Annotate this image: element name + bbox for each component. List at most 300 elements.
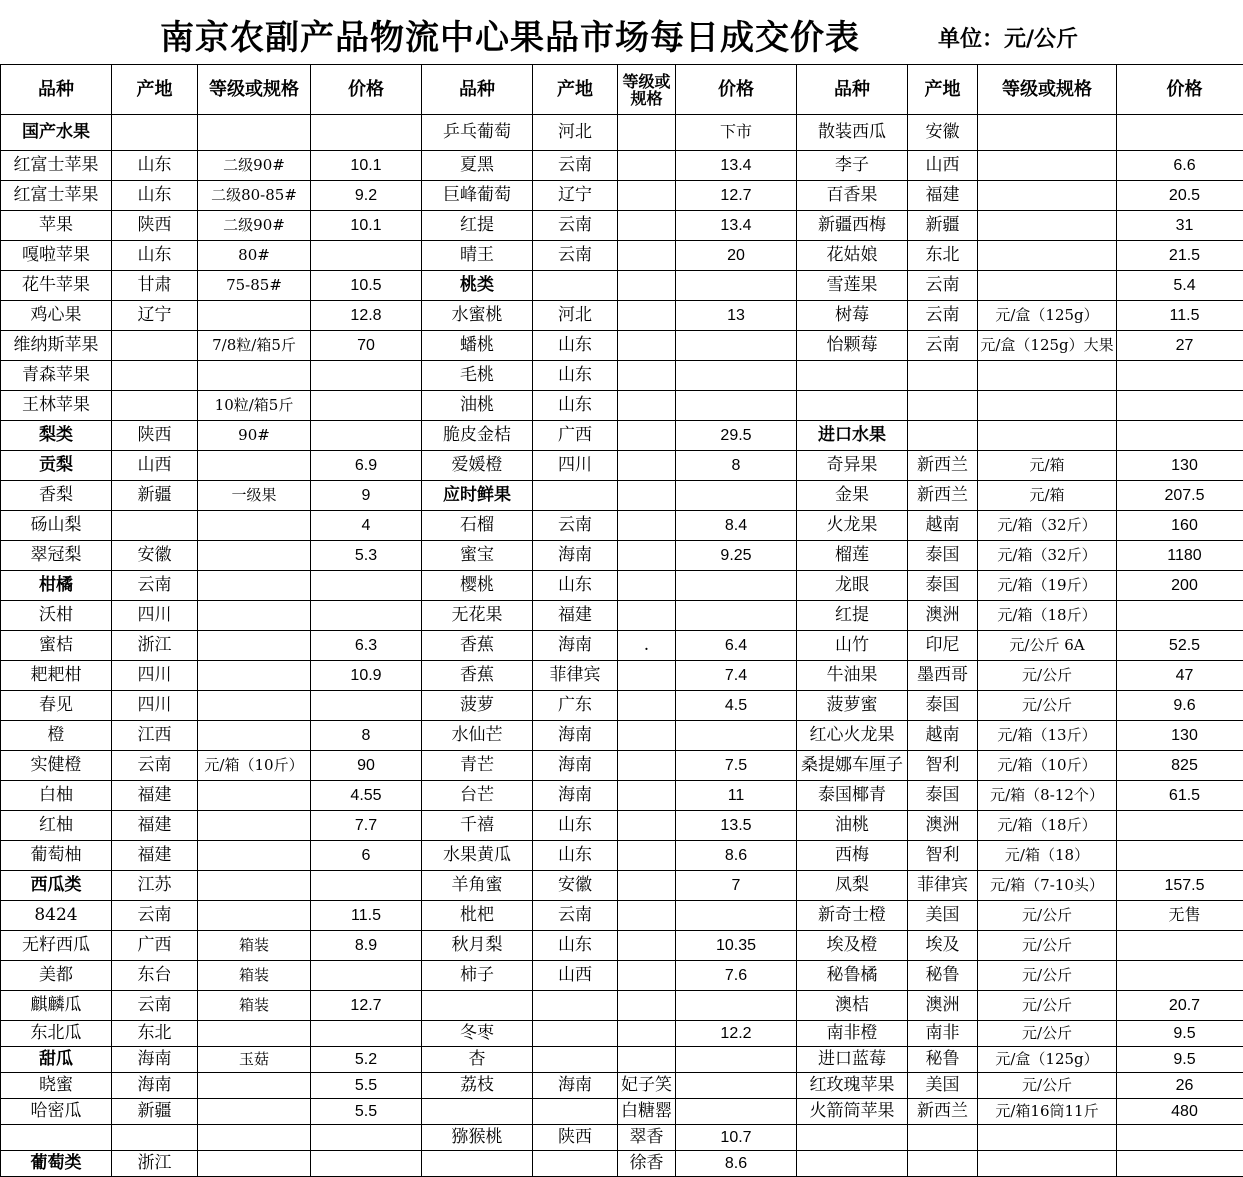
table-row	[1, 541, 1243, 571]
price-cell-3	[1117, 421, 1243, 451]
variety-cell-1: 晓蜜	[1, 1073, 112, 1099]
grade-cell-1: 10粒/箱5斤	[198, 391, 311, 421]
col-header-price-1: 价格	[311, 65, 422, 115]
origin-cell-1: 山东	[112, 151, 198, 181]
origin-cell-3	[908, 391, 978, 421]
origin-cell-3: 山西	[908, 151, 978, 181]
table-row	[1, 1125, 1243, 1151]
origin-cell-3: 新西兰	[908, 481, 978, 511]
variety-cell-3: 散装西瓜	[797, 115, 908, 151]
col-header-price-3: 价格	[1117, 65, 1243, 115]
grade-cell-1	[198, 1073, 311, 1099]
grade-cell-3: 元/箱（13斤）	[978, 721, 1117, 751]
grade-cell-1: 75-85#	[198, 271, 311, 301]
price-cell-3: 26	[1117, 1073, 1243, 1099]
grade-cell-2	[618, 571, 676, 601]
variety-cell-1: 甜瓜	[1, 1047, 112, 1073]
grade-cell-3: 元/箱（32斤）	[978, 541, 1117, 571]
price-cell-2: 12.7	[676, 181, 797, 211]
variety-cell-1: 维纳斯苹果	[1, 331, 112, 361]
origin-cell-1: 云南	[112, 901, 198, 931]
price-cell-3	[1117, 361, 1243, 391]
price-cell-3	[1117, 115, 1243, 151]
origin-cell-2	[533, 1099, 618, 1125]
table-row	[1, 391, 1243, 421]
price-cell-2: 10.35	[676, 931, 797, 961]
price-cell-2: 8.4	[676, 511, 797, 541]
origin-cell-1: 浙江	[112, 1151, 198, 1177]
variety-cell-1: 春见	[1, 691, 112, 721]
origin-cell-3: 泰国	[908, 571, 978, 601]
table-row	[1, 211, 1243, 241]
price-cell-1: 9	[311, 481, 422, 511]
grade-cell-2	[618, 751, 676, 781]
variety-cell-3: 怡颗莓	[797, 331, 908, 361]
variety-cell-1: 葡萄类	[1, 1151, 112, 1177]
origin-cell-2: 云南	[533, 151, 618, 181]
unit-label: 单位：元/公斤	[938, 22, 1078, 53]
price-cell-3: 200	[1117, 571, 1243, 601]
grade-cell-1	[198, 781, 311, 811]
grade-cell-1: 元/箱（10斤）	[198, 751, 311, 781]
origin-cell-3: 秘鲁	[908, 961, 978, 991]
variety-cell-3: 花姑娘	[797, 241, 908, 271]
variety-cell-2: 水仙芒	[422, 721, 533, 751]
price-cell-3: 20.7	[1117, 991, 1243, 1021]
price-cell-2	[676, 721, 797, 751]
origin-cell-2: 菲律宾	[533, 661, 618, 691]
variety-cell-1: 青森苹果	[1, 361, 112, 391]
grade-cell-1: 箱装	[198, 991, 311, 1021]
grade-cell-2	[618, 241, 676, 271]
table-row	[1, 511, 1243, 541]
price-cell-2: 4.5	[676, 691, 797, 721]
origin-cell-2	[533, 991, 618, 1021]
price-cell-3: 61.5	[1117, 781, 1243, 811]
variety-cell-1: 红柚	[1, 811, 112, 841]
origin-cell-3: 福建	[908, 181, 978, 211]
variety-cell-3: 龙眼	[797, 571, 908, 601]
price-cell-2: 7.4	[676, 661, 797, 691]
variety-cell-1: 橙	[1, 721, 112, 751]
price-cell-2	[676, 601, 797, 631]
table-row	[1, 1047, 1243, 1073]
variety-cell-3: 进口水果	[797, 421, 908, 451]
origin-cell-1: 四川	[112, 601, 198, 631]
origin-cell-1: 福建	[112, 841, 198, 871]
origin-cell-2: 山东	[533, 571, 618, 601]
table-row	[1, 361, 1243, 391]
table-row	[1, 151, 1243, 181]
variety-cell-1: 苹果	[1, 211, 112, 241]
origin-cell-1: 东台	[112, 961, 198, 991]
origin-cell-1: 新疆	[112, 481, 198, 511]
variety-cell-3: 澳桔	[797, 991, 908, 1021]
variety-cell-2: 千禧	[422, 811, 533, 841]
price-cell-2	[676, 1073, 797, 1099]
origin-cell-2: 山东	[533, 391, 618, 421]
variety-cell-1: 沃柑	[1, 601, 112, 631]
table-row	[1, 481, 1243, 511]
price-cell-3: 9.6	[1117, 691, 1243, 721]
price-cell-2: 7	[676, 871, 797, 901]
header-row	[1, 65, 1243, 115]
variety-cell-2: 秋月梨	[422, 931, 533, 961]
variety-cell-2: 水果黄瓜	[422, 841, 533, 871]
variety-cell-2: 蜜宝	[422, 541, 533, 571]
variety-cell-1: 翠冠梨	[1, 541, 112, 571]
variety-cell-3: 秘鲁橘	[797, 961, 908, 991]
price-cell-3	[1117, 391, 1243, 421]
variety-cell-1: 西瓜类	[1, 871, 112, 901]
variety-cell-1: 葡萄柚	[1, 841, 112, 871]
price-cell-3: 207.5	[1117, 481, 1243, 511]
price-cell-2: 13.4	[676, 151, 797, 181]
price-cell-2	[676, 331, 797, 361]
price-cell-1: 4	[311, 511, 422, 541]
grade-cell-2	[618, 841, 676, 871]
grade-cell-1	[198, 361, 311, 391]
grade-cell-1: 箱装	[198, 931, 311, 961]
variety-cell-1: 梨类	[1, 421, 112, 451]
grade-cell-1	[198, 631, 311, 661]
grade-cell-2	[618, 451, 676, 481]
origin-cell-3: 泰国	[908, 541, 978, 571]
grade-cell-2	[618, 115, 676, 151]
price-cell-3: 52.5	[1117, 631, 1243, 661]
origin-cell-3: 澳洲	[908, 811, 978, 841]
origin-cell-1: 福建	[112, 781, 198, 811]
price-cell-3	[1117, 931, 1243, 961]
price-cell-3: 无售	[1117, 901, 1243, 931]
price-cell-2	[676, 1047, 797, 1073]
variety-cell-3: 油桃	[797, 811, 908, 841]
price-cell-1	[311, 871, 422, 901]
price-cell-1: 10.1	[311, 211, 422, 241]
variety-cell-2: 柿子	[422, 961, 533, 991]
variety-cell-3: 新奇士橙	[797, 901, 908, 931]
origin-cell-1: 安徽	[112, 541, 198, 571]
grade-cell-2	[618, 601, 676, 631]
origin-cell-1: 江苏	[112, 871, 198, 901]
variety-cell-2: 杏	[422, 1047, 533, 1073]
table-row	[1, 331, 1243, 361]
price-cell-3: 5.4	[1117, 271, 1243, 301]
variety-cell-2: 荔枝	[422, 1073, 533, 1099]
origin-cell-3: 美国	[908, 1073, 978, 1099]
price-table	[0, 64, 1243, 1177]
price-cell-1	[311, 421, 422, 451]
price-cell-3	[1117, 841, 1243, 871]
grade-cell-3: 元/公斤	[978, 931, 1117, 961]
origin-cell-3: 泰国	[908, 781, 978, 811]
grade-cell-1	[198, 301, 311, 331]
grade-cell-3	[978, 241, 1117, 271]
price-cell-3: 21.5	[1117, 241, 1243, 271]
price-cell-2: 8.6	[676, 841, 797, 871]
variety-cell-3: 树莓	[797, 301, 908, 331]
table-row	[1, 451, 1243, 481]
origin-cell-1: 陕西	[112, 421, 198, 451]
price-cell-2: 11	[676, 781, 797, 811]
price-cell-3	[1117, 811, 1243, 841]
price-cell-1: 9.2	[311, 181, 422, 211]
table-row	[1, 421, 1243, 451]
origin-cell-1	[112, 391, 198, 421]
price-cell-2: 10.7	[676, 1125, 797, 1151]
variety-cell-2: 台芒	[422, 781, 533, 811]
variety-cell-1: 哈密瓜	[1, 1099, 112, 1125]
origin-cell-2: 山东	[533, 931, 618, 961]
table-row	[1, 811, 1243, 841]
origin-cell-2: 广东	[533, 691, 618, 721]
origin-cell-3: 云南	[908, 271, 978, 301]
origin-cell-1: 四川	[112, 661, 198, 691]
grade-cell-3: 元/箱（18）	[978, 841, 1117, 871]
variety-cell-1: 耙耙柑	[1, 661, 112, 691]
origin-cell-3: 东北	[908, 241, 978, 271]
origin-cell-3: 印尼	[908, 631, 978, 661]
origin-cell-1	[112, 331, 198, 361]
variety-cell-3: 南非橙	[797, 1021, 908, 1047]
price-cell-2: 29.5	[676, 421, 797, 451]
price-cell-1: 12.8	[311, 301, 422, 331]
variety-cell-2: 枇杷	[422, 901, 533, 931]
price-cell-3: 130	[1117, 451, 1243, 481]
price-cell-3: 31	[1117, 211, 1243, 241]
table-row	[1, 601, 1243, 631]
grade-cell-1: 二级90#	[198, 151, 311, 181]
origin-cell-2: 云南	[533, 211, 618, 241]
origin-cell-2: 陕西	[533, 1125, 618, 1151]
variety-cell-2: 红提	[422, 211, 533, 241]
variety-cell-2: 晴王	[422, 241, 533, 271]
variety-cell-1: 贡梨	[1, 451, 112, 481]
origin-cell-2: 山东	[533, 331, 618, 361]
grade-cell-2	[618, 871, 676, 901]
origin-cell-2: 海南	[533, 631, 618, 661]
variety-cell-2: 羊角蜜	[422, 871, 533, 901]
price-cell-1: 8	[311, 721, 422, 751]
variety-cell-3: 埃及橙	[797, 931, 908, 961]
variety-cell-3: 凤梨	[797, 871, 908, 901]
col-header-variety-2: 品种	[422, 65, 533, 115]
price-cell-2: 7.5	[676, 751, 797, 781]
origin-cell-1	[112, 1125, 198, 1151]
grade-cell-2	[618, 181, 676, 211]
col-header-origin-2: 产地	[533, 65, 618, 115]
grade-cell-2	[618, 901, 676, 931]
variety-cell-1: 美都	[1, 961, 112, 991]
grade-cell-2	[618, 301, 676, 331]
variety-cell-2: 水蜜桃	[422, 301, 533, 331]
price-cell-1	[311, 361, 422, 391]
price-cell-1: 5.5	[311, 1073, 422, 1099]
grade-cell-2: 徐香	[618, 1151, 676, 1177]
variety-cell-3	[797, 391, 908, 421]
price-cell-1	[311, 691, 422, 721]
table-row	[1, 661, 1243, 691]
variety-cell-2: 青芒	[422, 751, 533, 781]
variety-cell-2: 爱媛橙	[422, 451, 533, 481]
price-cell-2	[676, 901, 797, 931]
variety-cell-2: 乒乓葡萄	[422, 115, 533, 151]
variety-cell-3: 红心火龙果	[797, 721, 908, 751]
grade-cell-1	[198, 571, 311, 601]
price-cell-1: 6.9	[311, 451, 422, 481]
variety-cell-2: 菠萝	[422, 691, 533, 721]
table-row	[1, 961, 1243, 991]
variety-cell-3: 新疆西梅	[797, 211, 908, 241]
grade-cell-1: 90#	[198, 421, 311, 451]
variety-cell-1: 8424	[1, 901, 112, 931]
grade-cell-2	[618, 391, 676, 421]
table-row	[1, 721, 1243, 751]
price-cell-3: 9.5	[1117, 1047, 1243, 1073]
grade-cell-1	[198, 451, 311, 481]
origin-cell-2: 河北	[533, 115, 618, 151]
col-header-price-2: 价格	[676, 65, 797, 115]
col-header-variety-3: 品种	[797, 65, 908, 115]
origin-cell-2: 海南	[533, 751, 618, 781]
origin-cell-1: 福建	[112, 811, 198, 841]
price-cell-1: 10.1	[311, 151, 422, 181]
table-row	[1, 241, 1243, 271]
price-cell-1	[311, 1125, 422, 1151]
variety-cell-2: 巨峰葡萄	[422, 181, 533, 211]
price-cell-2	[676, 991, 797, 1021]
variety-cell-1: 国产水果	[1, 115, 112, 151]
variety-cell-1: 砀山梨	[1, 511, 112, 541]
origin-cell-3: 埃及	[908, 931, 978, 961]
origin-cell-1: 辽宁	[112, 301, 198, 331]
price-cell-3	[1117, 601, 1243, 631]
variety-cell-2: 樱桃	[422, 571, 533, 601]
table-row	[1, 841, 1243, 871]
variety-cell-2: 应时鲜果	[422, 481, 533, 511]
price-cell-2	[676, 1099, 797, 1125]
grade-cell-3: 元/箱（18斤）	[978, 601, 1117, 631]
price-cell-2: 13.4	[676, 211, 797, 241]
origin-cell-3: 新西兰	[908, 451, 978, 481]
table-row	[1, 301, 1243, 331]
origin-cell-2: 海南	[533, 541, 618, 571]
grade-cell-1	[198, 1125, 311, 1151]
grade-cell-2	[618, 661, 676, 691]
grade-cell-3	[978, 181, 1117, 211]
origin-cell-2: 广西	[533, 421, 618, 451]
origin-cell-3: 新西兰	[908, 1099, 978, 1125]
grade-cell-2: .	[618, 631, 676, 661]
origin-cell-3	[908, 421, 978, 451]
origin-cell-1: 江西	[112, 721, 198, 751]
grade-cell-3: 元/箱	[978, 481, 1117, 511]
grade-cell-2	[618, 541, 676, 571]
price-cell-3	[1117, 961, 1243, 991]
price-cell-3: 6.6	[1117, 151, 1243, 181]
price-cell-1: 90	[311, 751, 422, 781]
grade-cell-2: 妃子笑	[618, 1073, 676, 1099]
variety-cell-3: 进口蓝莓	[797, 1047, 908, 1073]
grade-cell-2	[618, 151, 676, 181]
variety-cell-1	[1, 1125, 112, 1151]
origin-cell-1: 山东	[112, 181, 198, 211]
price-cell-3: 825	[1117, 751, 1243, 781]
price-cell-1: 4.55	[311, 781, 422, 811]
col-header-grade-3: 等级或规格	[978, 65, 1117, 115]
title-bar	[0, 0, 1243, 64]
variety-cell-3: 西梅	[797, 841, 908, 871]
variety-cell-1: 王林苹果	[1, 391, 112, 421]
origin-cell-1: 云南	[112, 991, 198, 1021]
grade-cell-2	[618, 211, 676, 241]
price-cell-3: 1180	[1117, 541, 1243, 571]
price-cell-2: 8.6	[676, 1151, 797, 1177]
price-cell-1: 10.9	[311, 661, 422, 691]
grade-cell-3: 元/公斤	[978, 661, 1117, 691]
price-cell-1: 5.2	[311, 1047, 422, 1073]
grade-cell-1: 一级果	[198, 481, 311, 511]
table-row	[1, 115, 1243, 151]
variety-cell-1: 嘎啦苹果	[1, 241, 112, 271]
origin-cell-3: 新疆	[908, 211, 978, 241]
grade-cell-3	[978, 151, 1117, 181]
origin-cell-3: 越南	[908, 511, 978, 541]
variety-cell-1: 鸡心果	[1, 301, 112, 331]
variety-cell-2: 毛桃	[422, 361, 533, 391]
variety-cell-3: 火箭筒苹果	[797, 1099, 908, 1125]
grade-cell-2	[618, 961, 676, 991]
origin-cell-2: 河北	[533, 301, 618, 331]
variety-cell-2: 桃类	[422, 271, 533, 301]
origin-cell-1: 四川	[112, 691, 198, 721]
variety-cell-3: 金果	[797, 481, 908, 511]
variety-cell-3: 牛油果	[797, 661, 908, 691]
price-cell-2: 7.6	[676, 961, 797, 991]
grade-cell-3: 元/箱	[978, 451, 1117, 481]
origin-cell-2: 安徽	[533, 871, 618, 901]
variety-cell-2: 香蕉	[422, 631, 533, 661]
grade-cell-2	[618, 931, 676, 961]
grade-cell-2	[618, 271, 676, 301]
grade-cell-1	[198, 1099, 311, 1125]
grade-cell-3: 元/盒（125g）	[978, 1047, 1117, 1073]
price-cell-2	[676, 391, 797, 421]
grade-cell-2: 翠香	[618, 1125, 676, 1151]
grade-cell-2	[618, 781, 676, 811]
price-cell-3: 27	[1117, 331, 1243, 361]
price-cell-2: 9.25	[676, 541, 797, 571]
grade-cell-1	[198, 811, 311, 841]
grade-cell-3: 元/公斤 6A	[978, 631, 1117, 661]
grade-cell-1	[198, 691, 311, 721]
grade-cell-1	[198, 871, 311, 901]
price-cell-2: 20	[676, 241, 797, 271]
variety-cell-3	[797, 1125, 908, 1151]
col-header-origin-1: 产地	[112, 65, 198, 115]
variety-cell-2: 冬枣	[422, 1021, 533, 1047]
grade-cell-1: 玉菇	[198, 1047, 311, 1073]
price-cell-2: 13	[676, 301, 797, 331]
price-cell-3: 157.5	[1117, 871, 1243, 901]
price-cell-3: 160	[1117, 511, 1243, 541]
grade-cell-3: 元/公斤	[978, 991, 1117, 1021]
origin-cell-1	[112, 511, 198, 541]
price-cell-1	[311, 571, 422, 601]
origin-cell-1: 山东	[112, 241, 198, 271]
origin-cell-2: 福建	[533, 601, 618, 631]
grade-cell-1	[198, 721, 311, 751]
